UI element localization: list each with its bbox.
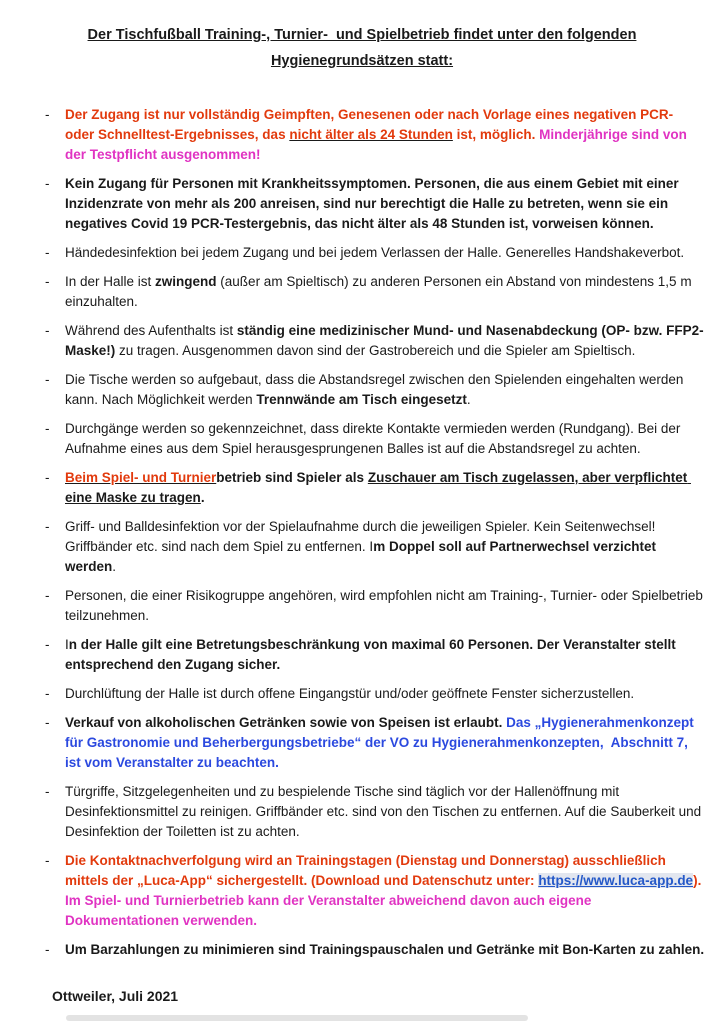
text-run: betrieb sind Spieler als bbox=[216, 470, 368, 485]
text-run: (außer am Spieltisch) zu anderen Personen ein Abstand von mindestens 1,5 m einzuhalten. bbox=[65, 274, 696, 309]
text-run: zu tragen. Ausgenommen davon sind der Gastrobereich und die Spieler am Spieltisch. bbox=[115, 343, 636, 358]
rule-text bbox=[65, 784, 705, 839]
horizontal-scrollbar-thumb[interactable] bbox=[66, 1015, 528, 1021]
luca-app-link[interactable]: https://www.luca-app.de bbox=[538, 873, 694, 888]
bullet-dash: - bbox=[45, 715, 50, 730]
list-item bbox=[45, 272, 705, 312]
bullet-dash: - bbox=[45, 372, 50, 387]
text-run: m Doppel soll auf Partnerwechsel verzichtet werden bbox=[65, 539, 660, 574]
text-run: Personen, die einer Risikogruppe angehören, wird empfohlen nicht am Training-, Turnier- oder Spielbetrieb teilzunehmen. bbox=[65, 588, 707, 623]
list-item bbox=[45, 517, 705, 577]
text-run: I bbox=[65, 637, 69, 652]
rule-text bbox=[65, 853, 705, 928]
list-item bbox=[45, 370, 705, 410]
text-run: Trennwände am Tisch eingesetzt bbox=[256, 392, 467, 407]
text-run: Im Spiel- und Turnierbetrieb kann der Veranstalter abweichend davon auch eigene Dokumentationen verwenden. bbox=[65, 893, 596, 928]
text-run: ständig eine medizinischer Mund- und Nasenabdeckung (OP- bzw. FFP2-Maske!) bbox=[65, 323, 704, 358]
bullet-dash: - bbox=[45, 784, 50, 799]
bullet-dash: - bbox=[45, 245, 50, 260]
text-run: Das „Hygienerahmenkonzept für Gastronomie und Beherbergungsbetriebe“ der VO zu Hygienerahmenkonzepten, Abschnitt 7, ist vom Veranstalter zu beachten. bbox=[65, 715, 698, 770]
text-run: . bbox=[112, 559, 117, 574]
list-item bbox=[45, 321, 705, 361]
text-run: . bbox=[200, 490, 205, 505]
footer-dateline: Ottweiler, Juli 2021 bbox=[52, 988, 179, 1004]
list-item bbox=[45, 851, 706, 931]
list-item bbox=[45, 243, 705, 263]
text-run: Verkauf von alkoholischen Getränken sowie von Speisen ist erlaubt. bbox=[65, 715, 507, 730]
text-run: Griff- und Balldesinfektion vor der Spielaufnahme durch die jeweiligen Spieler. Kein Seitenwechsel! Griffbänder etc. sind nach dem Spiel zu entfernen. I bbox=[65, 519, 660, 554]
rule-text bbox=[65, 519, 660, 574]
bullet-dash: - bbox=[45, 176, 50, 191]
bullet-dash: - bbox=[45, 421, 50, 436]
list-item bbox=[45, 635, 705, 675]
rule-text bbox=[65, 107, 691, 162]
text-run: Die Kontaktnachverfolgung wird an Trainingstagen (Dienstag und Donnerstag) ausschließlich mittels der „Luca-App“ sichergestellt. (Download und Datenschutz unter: bbox=[65, 853, 670, 888]
text-run: . bbox=[466, 392, 471, 407]
bullet-dash: - bbox=[45, 853, 50, 868]
text-run: ). bbox=[693, 873, 706, 888]
title-line-1: Der Tischfußball Training-, Turnier- und Spielbetrieb findet unter den folgenden bbox=[87, 27, 637, 43]
rule-text bbox=[65, 470, 691, 505]
bullet-dash: - bbox=[45, 470, 50, 485]
text-run: Der Zugang ist nur vollständig Geimpften, Genesenen oder nach Vorlage eines negativen PCR- oder Schnelltest-Ergebnisses, das bbox=[65, 107, 677, 142]
list-item bbox=[45, 940, 705, 960]
rule-text bbox=[65, 421, 683, 456]
list-item bbox=[45, 586, 707, 626]
list-item bbox=[45, 419, 705, 459]
list-item bbox=[45, 174, 705, 234]
rule-text bbox=[65, 942, 704, 957]
text-run: zwingend bbox=[155, 274, 217, 289]
text-run: Während des Aufenthalts ist bbox=[65, 323, 237, 338]
text-run: Händedesinfektion bei jedem Zugang und bei jedem Verlassen der Halle. Generelles Handshakeverbot. bbox=[65, 245, 685, 260]
rule-text bbox=[65, 686, 634, 701]
bullet-dash: - bbox=[45, 942, 50, 957]
text-run: Um Barzahlungen zu minimieren sind Trainingspauschalen und Getränke mit Bon-Karten zu zahlen. bbox=[65, 942, 705, 957]
text-run: ist, möglich. bbox=[452, 127, 540, 142]
text-run: Minderjährige sind von der Testpflicht ausgenommen! bbox=[65, 127, 691, 162]
list-item bbox=[45, 713, 705, 773]
text-run: n der Halle gilt eine Betretungsbeschränkung von maximal 60 Personen. Der Veranstalter stellt entsprechend den Zugang sicher. bbox=[65, 637, 680, 672]
list-item bbox=[45, 105, 705, 165]
bullet-dash: - bbox=[45, 588, 50, 603]
text-run: Kein Zugang für Personen mit Krankheitssymptomen. Personen, die aus einem Gebiet mit einer Inzidenzrate von mehr als 200 anreisen, sind nur berechtigt die Halle zu betreten, wenn sie ein negatives Covid 19 PCR-Testergebnis, das nicht älter als 48 Stunden ist, vorweisen können. bbox=[65, 176, 683, 231]
rule-text bbox=[65, 637, 679, 672]
document-title bbox=[0, 0, 724, 74]
rule-text bbox=[65, 323, 704, 358]
bullet-dash: - bbox=[45, 686, 50, 701]
text-run: nicht älter als 24 Stunden bbox=[289, 127, 453, 142]
list-item bbox=[45, 684, 705, 704]
text-run: Zuschauer am Tisch zugelassen, aber verpflichtet eine Maske zu tragen bbox=[65, 470, 691, 505]
list-item bbox=[45, 468, 705, 508]
text-run: In der Halle ist bbox=[65, 274, 156, 289]
text-run: Beim Spiel- und Turnier bbox=[65, 470, 217, 485]
text-run: Die Tische werden so aufgebaut, dass die Abstandsregel zwischen den Spielenden eingehalten werden kann. Nach Möglichkeit werden bbox=[65, 372, 688, 407]
text-run: Durchlüftung der Halle ist durch offene Eingangstür und/oder geöffnete Fenster sicherzustellen. bbox=[65, 686, 635, 701]
list-item bbox=[45, 782, 705, 842]
bullet-dash: - bbox=[45, 274, 50, 289]
rule-text bbox=[65, 372, 687, 407]
rule-text bbox=[65, 274, 695, 309]
rule-text bbox=[65, 176, 682, 231]
bullet-dash: - bbox=[45, 107, 50, 122]
rules-list bbox=[0, 105, 724, 960]
text-run: Türgriffe, Sitzgelegenheiten und zu bespielende Tische sind täglich vor der Hallenöffnung mit Desinfektionsmittel zu reinigen. Griffbänder etc. sind von den Tischen zu entfernen. Auf die Sauberkeit und Desinfektion der Toiletten ist zu achten. bbox=[65, 784, 705, 839]
rule-text bbox=[65, 245, 684, 260]
title-line-2: Hygienegrundsätzen statt: bbox=[270, 53, 454, 69]
bullet-dash: - bbox=[45, 637, 50, 652]
rule-text bbox=[65, 588, 707, 623]
bullet-dash: - bbox=[45, 519, 50, 534]
bullet-dash: - bbox=[45, 323, 50, 338]
rule-text bbox=[65, 715, 697, 770]
text-run: Durchgänge werden so gekennzeichnet, dass direkte Kontakte vermieden werden (Rundgang). Bei der Aufnahme eines aus dem Spiel herausgesprungenen Balles ist auf die Abstandsregel zu achten. bbox=[65, 421, 684, 456]
